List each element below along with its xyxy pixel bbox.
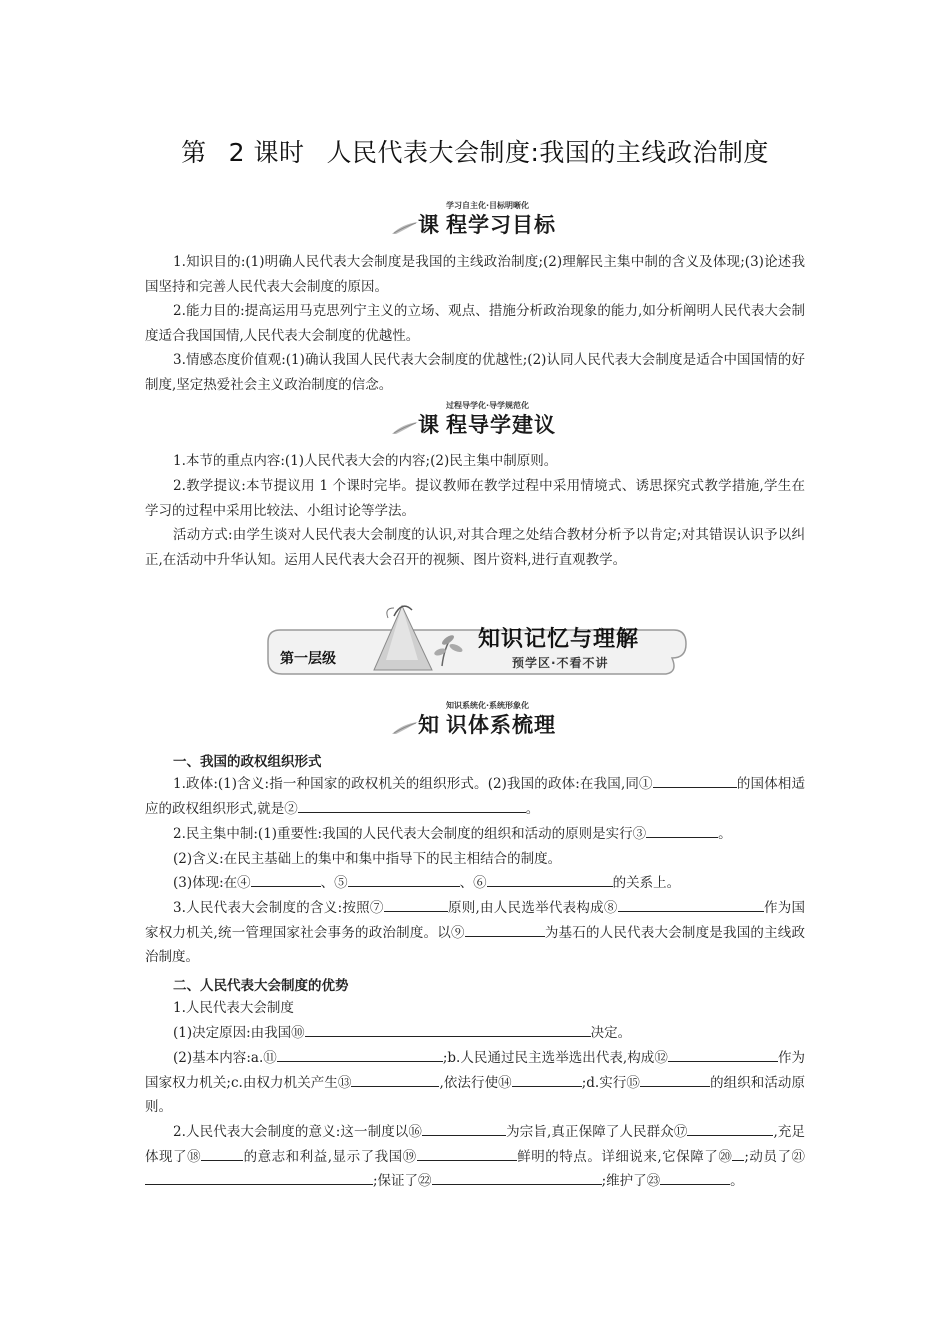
blank-1[interactable] [653,772,737,788]
section-title-rest: 程导学建议 [446,413,556,437]
feather-icon [390,418,420,436]
blank-10[interactable] [305,1021,591,1037]
part-1-item-1 [145,772,805,821]
section-tagline: 知识系统化·系统形象化 [446,701,530,710]
blank-15[interactable] [640,1071,710,1087]
blank-3[interactable] [646,822,718,838]
text: 的组织和活动原则。 [145,1074,806,1115]
goal-1: 1.知识目的:(1)明确人民代表大会制度是我国的主线政治制度;(2)理解民主集中制的含义及体现;(3)论述我国坚持和完善人民代表大会制度的原因。 [145,254,805,295]
blank-8[interactable] [618,896,764,912]
text: 2.民主集中制:(1)重要性:我国的人民代表大会制度的组织和活动的原则是实行③ [173,826,647,842]
text: ;保证了㉒ [373,1173,432,1189]
feather-icon [390,718,420,736]
banner-subtitle: 预学区·不看不讲 [512,656,609,670]
text: 、⑤ [320,875,348,891]
text: 。 [525,800,540,817]
text: ;维护了㉓ [601,1173,661,1189]
title-part-1: 第 [181,138,207,167]
section-tagline: 学习自主化·目标明晰化 [446,201,530,210]
feather-icon [390,218,420,236]
section-tagline: 过程导学化·导学规范化 [446,401,530,410]
part-1-item-2 [145,822,805,847]
text: 1.政体:(1)含义:指一种国家的政权机关的组织形式。(2)我国的政体:在我国,同① [173,776,653,792]
section-title-first: 课 [418,213,440,237]
banner-title: 知识记忆与理解 [478,627,640,652]
blank-23[interactable] [660,1169,730,1185]
section-heading-guide [390,400,570,444]
section-title-first: 知 [418,713,440,737]
blank-6[interactable] [487,871,613,887]
part-2-item-1: 1.人民代表大会制度 [173,1000,294,1016]
part-2-item-1-content [145,1046,805,1120]
title-part-3: 人民代表大会制度:我国的主线政治制度 [326,138,769,167]
text: 的国体相适应的政权组织形式,就是② [145,776,806,817]
text: 为基石的人民代表大会制度是我国的主线政治制度。 [145,924,806,965]
text: (1)决定原因:由我国⑩ [173,1025,305,1041]
level-banner [262,596,690,688]
part-1-item-2-embodiment [145,871,805,896]
part-1-item-3 [145,896,805,970]
blank-2[interactable] [298,797,526,813]
text: 为宗旨,真正保障了人民群众⑰ [506,1124,688,1140]
text: (3)体现:在④ [173,875,251,891]
text: ,依法行使⑭ [439,1074,512,1091]
blank-11[interactable] [277,1046,443,1062]
blank-14[interactable] [512,1071,582,1087]
blank-21[interactable] [145,1169,373,1185]
blank-13[interactable] [351,1071,439,1087]
text: ;d.实行⑮ [581,1074,640,1091]
text: 。 [718,826,732,842]
part-2-item-1-reason [145,1021,805,1046]
goal-2: 2.能力目的:提高运用马克思列宁主义的立场、观点、措施分析政治现象的能力,如分析阐明人民代表大会制度适合我国国情,人民代表大会制度的优越性。 [145,303,805,344]
guide-2: 2.教学提议:本节提议用 1 个课时完毕。提议教师在教学过程中采用情境式、诱思探究式教学措施,学生在学习的过程中采用比较法、小组讨论等学法。 [145,478,805,519]
blank-9[interactable] [465,921,545,937]
text: 的意志和利益,显示了我国⑲ [243,1148,417,1165]
blank-22[interactable] [432,1169,602,1185]
guide-3: 活动方式:由学生谈对人民代表大会制度的认识,对其合理之处结合教材分析予以肯定;对其错误认识予以纠正,在活动中升华认知。运用人民代表大会召开的视频、图片资料,进行直观教学。 [145,527,805,568]
blank-16[interactable] [422,1120,506,1136]
blank-19[interactable] [417,1145,517,1161]
text: 决定。 [590,1025,632,1041]
blank-5[interactable] [348,871,460,887]
level-label: 第一层级 [280,651,336,667]
section-title-rest: 识体系梳理 [446,713,556,737]
part-1-item-2-definition: (2)含义:在民主基础上的集中和集中指导下的民主相结合的制度。 [173,851,562,867]
text: 原则,由人民选举代表构成⑧ [447,900,618,916]
blank-17[interactable] [687,1120,773,1136]
text: 的关系上。 [612,875,681,891]
text: ,充足体现了⑱ [145,1124,805,1165]
text: 3.人民代表大会制度的含义:按照⑦ [173,900,384,916]
text: 作为国家权力机关,统一管理国家社会事务的政治制度。以⑨ [145,900,805,941]
text: 作为国家权力机关;c.由权力机关产生⑬ [145,1050,805,1091]
section-heading-knowledge [390,700,570,744]
title-part-2: 2 课时 [228,138,305,167]
section-title-rest: 程学习目标 [446,213,556,237]
text: 鲜明的特点。详细说来,它保障了⑳ [516,1148,733,1165]
part-2-item-2 [145,1120,805,1194]
text: (2)基本内容:a.⑪ [173,1050,277,1066]
blank-4[interactable] [251,871,321,887]
blank-20[interactable] [732,1145,744,1161]
page-title [0,133,950,169]
text: ;动员了㉑ [744,1148,805,1165]
text: 、⑥ [459,875,487,891]
text: 2.人民代表大会制度的意义:这一制度以⑯ [173,1124,423,1140]
goal-3: 3.情感态度价值观:(1)确认我国人民代表大会制度的优越性;(2)认同人民代表大会制度是适合中国国情的好制度,坚定热爱社会主义政治制度的信念。 [145,352,805,393]
part-1-heading: 一、我国的政权组织形式 [173,754,322,770]
part-2-heading: 二、人民代表大会制度的优势 [173,978,349,994]
section-title-first: 课 [418,413,440,437]
guide-1: 1.本节的重点内容:(1)人民代表大会的内容;(2)民主集中制原则。 [173,453,558,469]
blank-12[interactable] [668,1046,778,1062]
blank-7[interactable] [384,896,448,912]
text: 。 [730,1173,744,1189]
text: ;b.人民通过民主选举选出代表,构成⑫ [442,1050,668,1066]
blank-18[interactable] [201,1145,243,1161]
section-heading-goals [390,200,570,244]
